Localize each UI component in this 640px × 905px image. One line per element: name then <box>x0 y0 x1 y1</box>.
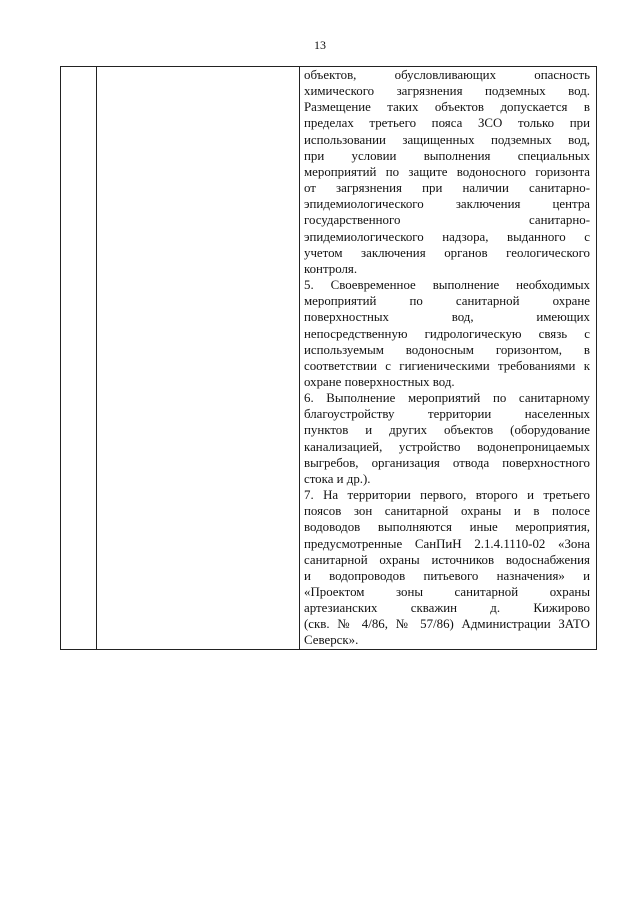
text-line: непосредственную гидрологическую связь с <box>304 326 590 341</box>
document-table <box>60 66 597 650</box>
page-number: 13 <box>314 38 326 52</box>
text-line: при условии выполнения специальных <box>304 148 590 163</box>
text-line: эпидемиологического надзора, выданного с <box>304 229 590 244</box>
text-line: поверхностных вод, имеющих <box>304 310 590 325</box>
text-line: 7. На территории первого, второго и третьего <box>304 488 590 503</box>
text-line: артезианских скважин д. Кижирово <box>304 601 590 616</box>
text-line: пунктов и других объектов (оборудование <box>304 423 590 438</box>
text-line: 6. Выполнение мероприятий по санитарному <box>304 391 590 406</box>
text-line: благоустройству территории населенных <box>304 407 590 422</box>
table-cell-measures <box>300 67 597 650</box>
text-line: стока и др.). <box>304 471 371 486</box>
text-line: государственного санитарно- <box>304 213 590 228</box>
table-cell-object <box>97 67 300 650</box>
text-line: учетом заключения органов геологического <box>304 245 590 260</box>
text-line: мероприятий по санитарной охране <box>304 294 590 309</box>
text-line: контроля. <box>304 261 358 276</box>
text-line: Размещение таких объектов допускается в <box>304 100 590 115</box>
text-line: эпидемиологического заключения центра <box>304 197 590 212</box>
text-line: предусмотренные СанПиН 2.1.4.1110-02 «Зона <box>304 536 590 551</box>
text-line: и водопроводов питьевого назначения» и <box>304 568 590 583</box>
table-row <box>61 67 597 650</box>
text-line: соответствии с гигиеническими требованиями к <box>304 358 590 373</box>
text-line: «Проектом зоны санитарной охраны <box>304 585 590 599</box>
text-line: Северск». <box>304 633 359 648</box>
text-line: охране поверхностных вод. <box>304 374 455 389</box>
text-line: мероприятий по защите водоносного горизонта <box>304 164 590 179</box>
text-line: выгребов, организация отвода поверхностного <box>304 455 590 470</box>
text-line: поясов зон санитарной охраны и в полосе <box>304 504 590 519</box>
text-line: используемым водоносным горизонтом, в <box>304 342 590 357</box>
text-line: водоводов выполняются иные мероприятия, <box>304 520 590 535</box>
table-cell-number <box>61 67 97 650</box>
measures-text <box>300 67 596 649</box>
text-line: химического загрязнения подземных вод. <box>304 84 590 99</box>
text-line: от загрязнения при наличии санитарно- <box>304 181 590 196</box>
text-line: пределах третьего пояса ЗСО только при <box>304 116 590 131</box>
text-line: канализацией, устройство водонепроницаемых <box>304 439 590 454</box>
text-line: 5. Своевременное выполнение необходимых <box>304 278 590 293</box>
text-line: объектов, обусловливающих опасность <box>304 68 590 82</box>
text-line: использовании защищенных подземных вод, <box>304 132 590 147</box>
text-line: санитарной охраны источников водоснабжения <box>304 552 590 567</box>
text-line: (скв. № 4/86, № 57/86) Администрации ЗАТО <box>304 617 590 632</box>
